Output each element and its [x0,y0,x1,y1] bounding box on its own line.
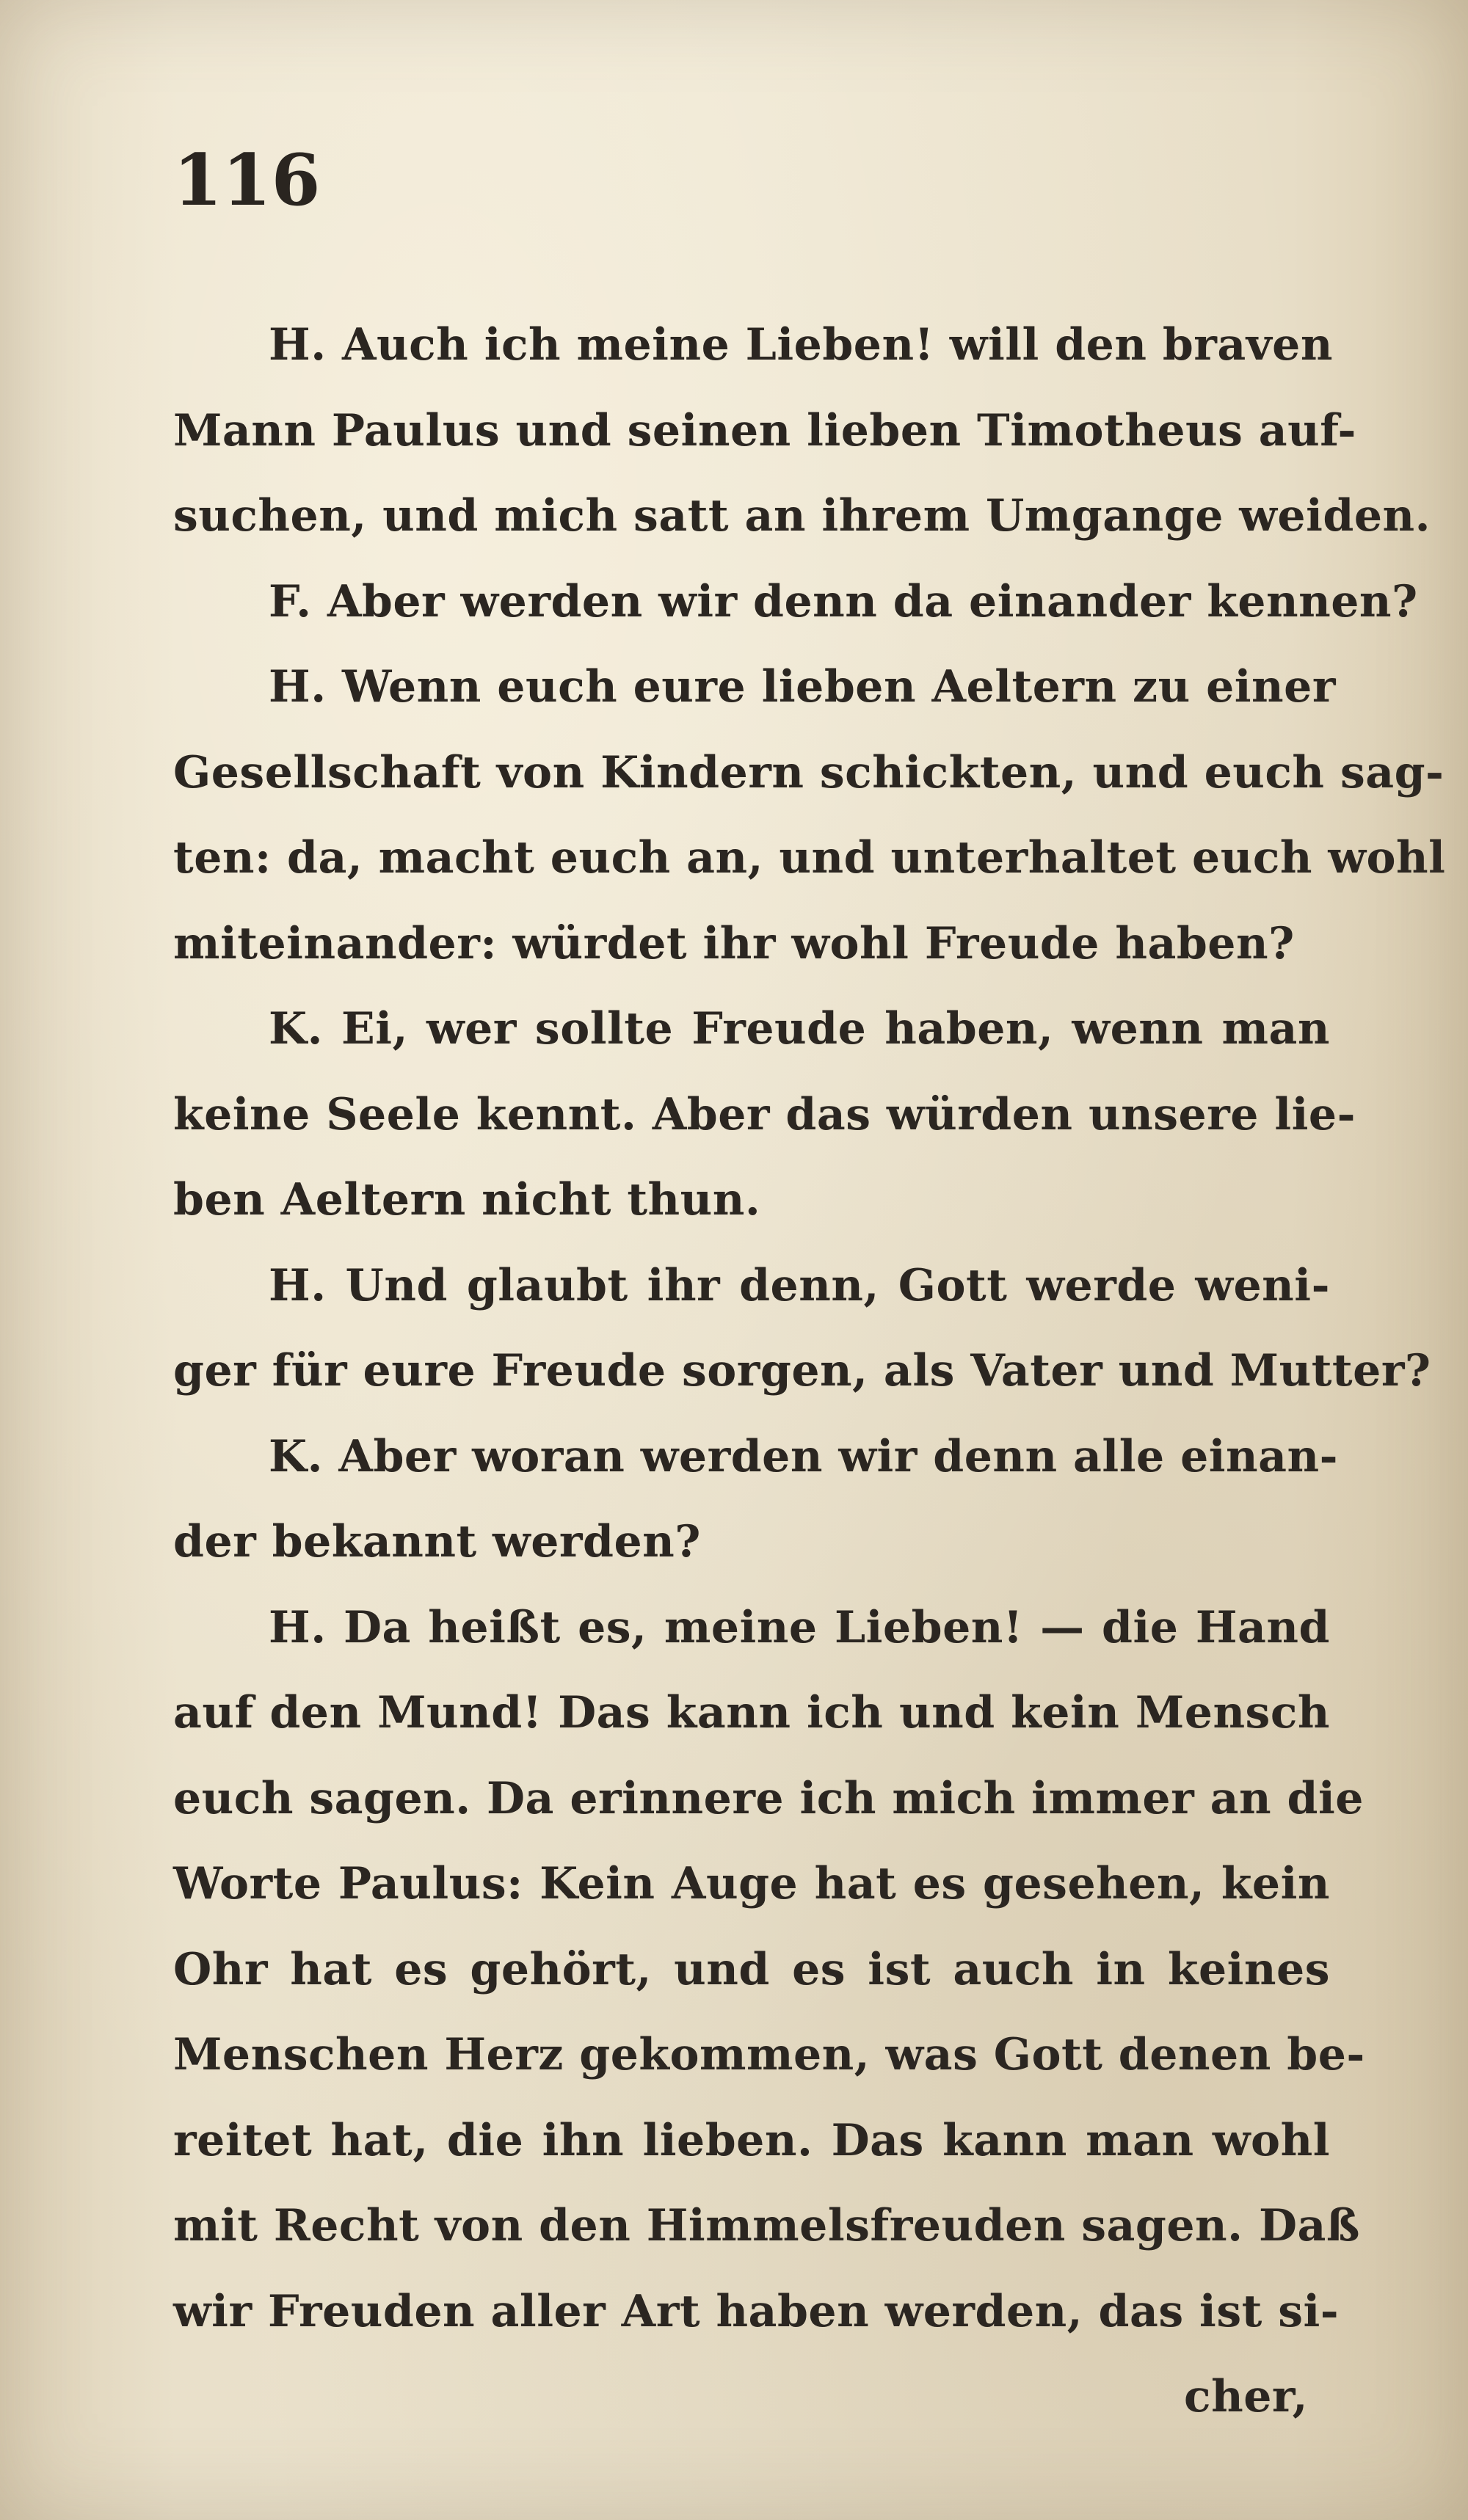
text-line: H. Da heißt es, meine Lieben! — die Hand [269,1601,1330,1653]
text-line: Ohr hat es gehört, und es ist auch in keines [173,1943,1330,1995]
text-line: euch sagen. Da erinnere ich mich immer an die [173,1772,1364,1824]
text-line: auf den Mund! Das kann ich und kein Mensch [173,1687,1330,1738]
text-line: ben Aeltern nicht thun. [173,1174,761,1226]
text-line: H. Auch ich meine Lieben! will den braven [269,319,1333,371]
text-line: K. Aber woran werden wir denn alle einan- [269,1430,1339,1482]
text-line: Gesellschaft von Kindern schickten, und euch sag- [173,746,1445,798]
text-line: Mann Paulus und seinen lieben Timotheus auf- [173,404,1356,456]
text-line: H. Wenn euch eure lieben Aeltern zu einer [269,661,1336,713]
text-line: ger für eure Freude sorgen, als Vater und Mutter? [173,1345,1431,1396]
page-number: 116 [173,139,321,222]
text-line: wir Freuden aller Art haben werden, das ist si- [173,2285,1340,2337]
text-line: Menschen Herz gekommen, was Gott denen be- [173,2029,1365,2080]
text-line: reitet hat, die ihn lieben. Das kann man wohl [173,2114,1330,2166]
text-line: H. Und glaubt ihr denn, Gott werde weni- [269,1259,1330,1311]
text-line: mit Recht von den Himmelsfreuden sagen. Daß [173,2200,1360,2251]
text-line: keine Seele kennt. Aber das würden unsere lie- [173,1088,1356,1140]
text-line: ten: da, macht euch an, und unterhaltet euch wohl [173,832,1446,884]
text-line: suchen, und mich satt an ihrem Umgange weiden. [173,490,1431,542]
text-line: Worte Paulus: Kein Auge hat es gesehen, kein [173,1858,1330,1909]
text-line: K. Ei, wer sollte Freude haben, wenn man [269,1003,1330,1055]
text-line: der bekannt werden? [173,1516,701,1567]
text-line: miteinander: würdet ihr wohl Freude haben? [173,917,1295,969]
catchword: cher, [1184,2371,1308,2422]
page-text [173,302,1446,2440]
text-line: F. Aber werden wir denn da einander kennen? [269,575,1418,627]
